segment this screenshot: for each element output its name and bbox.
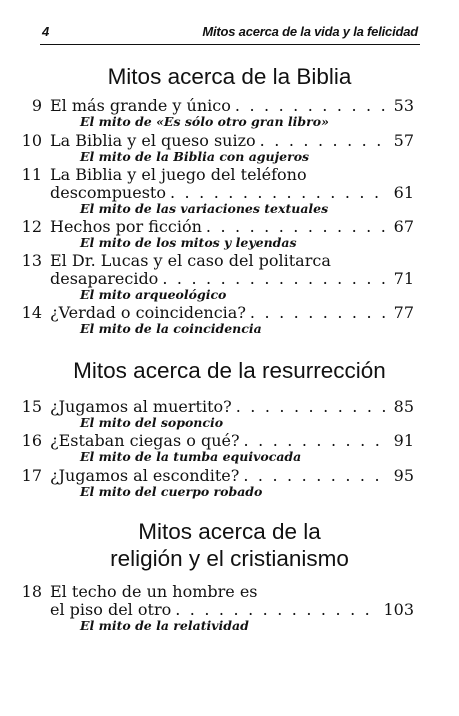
entry-title: ¿Jugamos al escondite? <box>50 466 240 485</box>
entry-title: ¿Estaban ciegas o qué? <box>50 431 240 450</box>
entry-subtitle: El mito de la relatividad <box>80 618 249 633</box>
entry-number: 16 <box>21 431 42 450</box>
entry-number: 18 <box>21 582 42 601</box>
dot-leader <box>202 218 386 236</box>
entry-number: 10 <box>21 131 42 150</box>
entry-subtitle: El mito arqueológico <box>80 287 227 302</box>
entry-subtitle: El mito de «Es sólo otro gran libro» <box>80 114 329 129</box>
toc-entry-13[interactable] <box>18 251 414 302</box>
entry-title: El techo de un hombre es <box>50 582 258 601</box>
entry-number: 9 <box>31 96 42 115</box>
entry-page: 85 <box>393 397 414 416</box>
section-title-line: religión y el cristianismo <box>110 546 349 571</box>
dot-leader <box>166 184 386 202</box>
section-title-religion <box>0 518 459 572</box>
entry-number: 17 <box>21 466 42 485</box>
toc-entry-18[interactable] <box>18 582 414 633</box>
entry-subtitle: El mito de la tumba equivocada <box>80 449 302 464</box>
entry-subtitle: El mito del cuerpo robado <box>80 484 263 499</box>
dot-leader <box>171 601 375 619</box>
entry-number: 11 <box>21 165 42 184</box>
entry-title: Hechos por ficción <box>50 217 202 236</box>
entry-title-continued: descompuesto <box>50 183 166 202</box>
entry-page: 67 <box>393 217 414 236</box>
entry-page: 77 <box>393 303 414 322</box>
toc-entry-9[interactable] <box>18 96 414 129</box>
entry-subtitle: El mito de los mitos y leyendas <box>80 235 297 250</box>
entry-title: La Biblia y el queso suizo <box>50 131 256 150</box>
entry-page: 71 <box>393 269 414 288</box>
toc-entry-11[interactable] <box>18 165 414 216</box>
entry-number: 13 <box>21 251 42 270</box>
running-header <box>40 13 420 45</box>
entry-number: 12 <box>21 217 42 236</box>
entry-subtitle: El mito de la coincidencia <box>80 321 262 336</box>
dot-leader <box>232 398 386 416</box>
entry-number: 15 <box>21 397 42 416</box>
running-head-title: Mitos acerca de la vida y la felicidad <box>202 24 418 39</box>
entry-subtitle: El mito del soponcio <box>80 415 224 430</box>
section-title-line: Mitos acerca de la <box>138 519 321 544</box>
entry-page: 103 <box>383 600 414 619</box>
entry-page: 61 <box>393 183 414 202</box>
entry-title-continued: desaparecido <box>50 269 159 288</box>
entry-page: 91 <box>393 431 414 450</box>
dot-leader <box>239 467 385 485</box>
dot-leader <box>246 304 386 322</box>
toc-entry-17[interactable] <box>18 466 414 499</box>
toc-entry-14[interactable] <box>18 303 414 336</box>
entry-title: ¿Verdad o coincidencia? <box>50 303 246 322</box>
toc-entry-10[interactable] <box>18 131 414 164</box>
dot-leader <box>256 132 386 150</box>
entry-title: La Biblia y el juego del teléfono <box>50 165 307 184</box>
toc-entry-16[interactable] <box>18 431 414 464</box>
dot-leader <box>158 270 385 288</box>
section-title-line: Mitos acerca de la Biblia <box>107 64 352 89</box>
entry-title: El Dr. Lucas y el caso del politarca <box>50 251 331 270</box>
entry-title: ¿Jugamos al muertito? <box>50 397 232 416</box>
page-number: 4 <box>42 24 50 39</box>
entry-number: 14 <box>21 303 42 322</box>
entry-subtitle: El mito de las variaciones textuales <box>80 201 329 216</box>
entry-subtitle: El mito de la Biblia con agujeros <box>80 149 310 164</box>
entry-page: 53 <box>393 96 414 115</box>
section-title-line: Mitos acerca de la resurrección <box>73 358 386 383</box>
entry-title-continued: el piso del otro <box>50 600 172 619</box>
header-rule <box>40 44 420 46</box>
section-title-biblia <box>0 63 459 90</box>
toc-entry-12[interactable] <box>18 217 414 250</box>
toc-entry-15[interactable] <box>18 397 414 430</box>
entry-page: 95 <box>393 466 414 485</box>
dot-leader <box>240 432 386 450</box>
entry-title: El más grande y único <box>50 96 231 115</box>
section-title-resurreccion <box>0 357 459 384</box>
dot-leader <box>231 97 386 115</box>
entry-page: 57 <box>393 131 414 150</box>
